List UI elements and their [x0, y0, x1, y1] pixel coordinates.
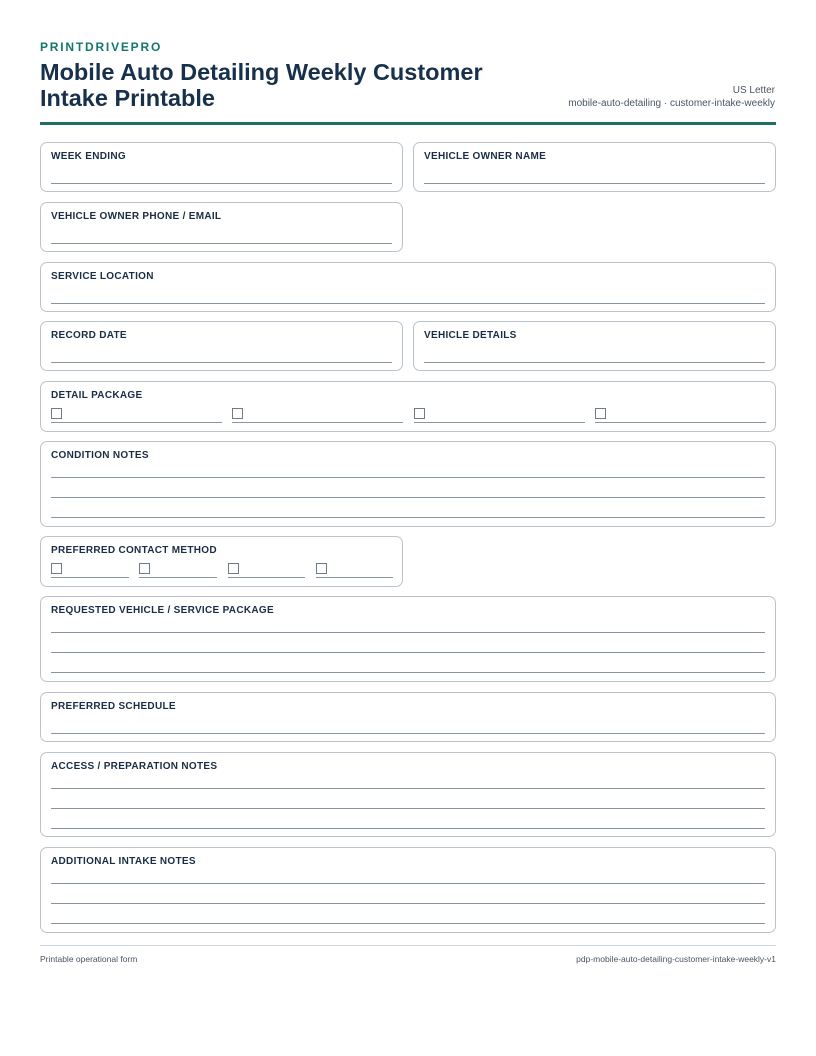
write-line[interactable]	[51, 652, 765, 653]
write-line[interactable]	[51, 243, 392, 244]
write-line[interactable]	[51, 828, 765, 829]
option-write-line[interactable]	[595, 422, 766, 423]
option-write-line[interactable]	[139, 577, 217, 578]
option-write-line[interactable]	[232, 422, 403, 423]
field-preferred-schedule	[40, 692, 776, 742]
field-label: VEHICLE OWNER NAME	[424, 151, 547, 162]
package-option	[414, 408, 585, 422]
field-label: RECORD DATE	[51, 330, 127, 341]
option-write-line[interactable]	[51, 422, 222, 423]
write-line[interactable]	[51, 632, 765, 633]
field-vehicle-details	[413, 321, 776, 371]
field-requested-vehicle-service-package	[40, 596, 776, 682]
page-title: Mobile Auto Detailing Weekly Customer Intake Printable	[40, 59, 483, 111]
contact-option	[316, 563, 393, 577]
checkbox[interactable]	[595, 408, 606, 419]
write-line[interactable]	[51, 303, 765, 304]
checkbox[interactable]	[51, 563, 62, 574]
field-service-location	[40, 262, 776, 312]
field-label: VEHICLE DETAILS	[424, 330, 517, 341]
write-line[interactable]	[51, 362, 392, 363]
write-line[interactable]	[51, 923, 765, 924]
field-week-ending	[40, 142, 403, 192]
field-label: REQUESTED VEHICLE / SERVICE PACKAGE	[51, 605, 274, 616]
footer-left-text: Printable operational form	[40, 954, 138, 964]
package-option	[595, 408, 766, 422]
write-line[interactable]	[424, 362, 765, 363]
contact-option	[228, 563, 305, 577]
write-line[interactable]	[51, 497, 765, 498]
field-additional-intake-notes	[40, 847, 776, 933]
field-label: ACCESS / PREPARATION NOTES	[51, 761, 218, 772]
field-vehicle-owner-phone-email	[40, 202, 403, 252]
package-option	[232, 408, 403, 422]
write-line[interactable]	[51, 883, 765, 884]
footer-rule	[40, 945, 776, 946]
option-write-line[interactable]	[316, 577, 393, 578]
field-label: PREFERRED SCHEDULE	[51, 701, 176, 712]
contact-option	[51, 563, 129, 577]
option-write-line[interactable]	[228, 577, 305, 578]
brand-logo-text: PRINTDRIVEPRO	[40, 40, 163, 54]
contact-option	[139, 563, 217, 577]
field-label: CONDITION NOTES	[51, 450, 149, 461]
paper-size: US Letter	[732, 85, 775, 96]
checkbox[interactable]	[414, 408, 425, 419]
checkbox[interactable]	[228, 563, 239, 574]
field-record-date	[40, 321, 403, 371]
field-label: ADDITIONAL INTAKE NOTES	[51, 856, 196, 867]
field-label: SERVICE LOCATION	[51, 271, 154, 282]
checkbox[interactable]	[232, 408, 243, 419]
field-label: DETAIL PACKAGE	[51, 390, 143, 401]
option-write-line[interactable]	[51, 577, 129, 578]
write-line[interactable]	[51, 183, 392, 184]
header-meta	[568, 84, 775, 110]
form-slug: mobile-auto-detailing · customer-intake-weekly	[568, 98, 775, 109]
checkbox[interactable]	[316, 563, 327, 574]
header-rule	[40, 122, 776, 125]
package-option	[51, 408, 222, 422]
checkbox[interactable]	[51, 408, 62, 419]
footer-form-id: pdp-mobile-auto-detailing-customer-intake-weekly-v1	[576, 954, 776, 964]
write-line[interactable]	[51, 517, 765, 518]
field-label: VEHICLE OWNER PHONE / EMAIL	[51, 211, 222, 222]
write-line[interactable]	[51, 903, 765, 904]
write-line[interactable]	[424, 183, 765, 184]
checkbox[interactable]	[139, 563, 150, 574]
field-condition-notes	[40, 441, 776, 527]
write-line[interactable]	[51, 672, 765, 673]
write-line[interactable]	[51, 788, 765, 789]
option-write-line[interactable]	[414, 422, 585, 423]
field-detail-package	[40, 381, 776, 432]
write-line[interactable]	[51, 733, 765, 734]
field-access-preparation-notes	[40, 752, 776, 837]
field-vehicle-owner-name	[413, 142, 776, 192]
field-preferred-contact-method	[40, 536, 403, 587]
field-label: WEEK ENDING	[51, 151, 126, 162]
write-line[interactable]	[51, 477, 765, 478]
write-line[interactable]	[51, 808, 765, 809]
field-label: PREFERRED CONTACT METHOD	[51, 545, 217, 556]
